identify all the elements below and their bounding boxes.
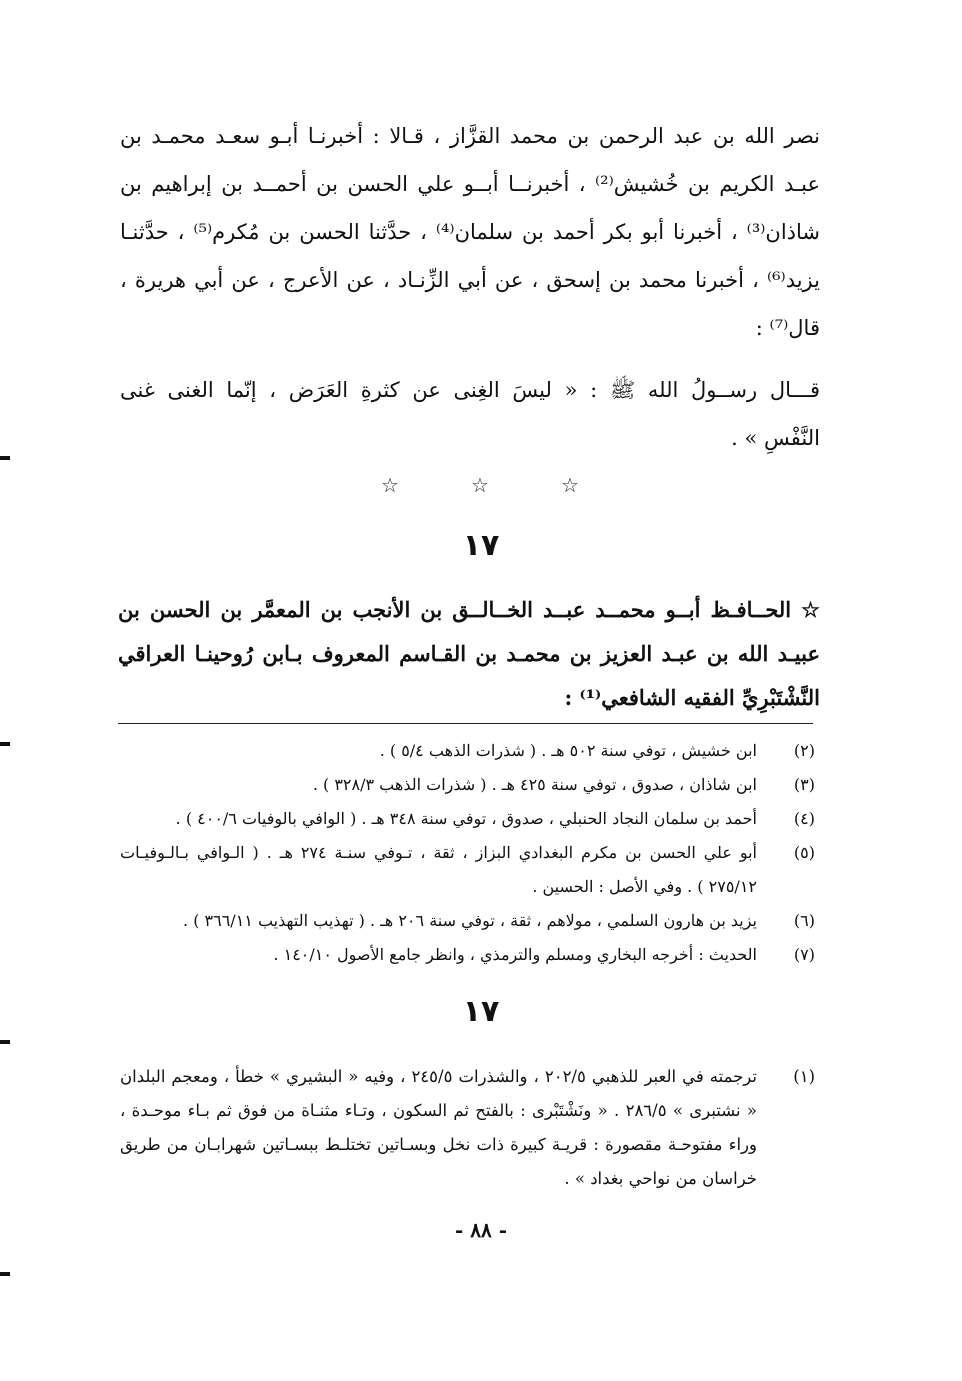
star-icon: ☆ [471,473,489,497]
footnote-number: (٥) [793,843,815,862]
footnote-text: ٢٧٥/١٢ ) . وفي الأصل : الحسين . [532,877,757,896]
footnotes-block [120,1060,815,1196]
main-text-line: يزيد⁽⁶⁾ ، أخبرنا محمد بن إسحق ، عن أبي الزِّنـاد ، عن الأعرج ، عن أبي هريرة ، [120,268,820,292]
footnote-text: يزيد بن هارون السلمي ، مولاهم ، ثقة ، توفي سنة ٢٠٦ هـ . ( تهذيب التهذيب ٣٦٦/١١ ) . [183,911,757,930]
scan-edge-mark [0,456,10,460]
heading-line: النَّشْتَبْرِيِّ الفقيه الشافعي⁽¹⁾ : [564,685,820,710]
footnote [120,1060,815,1196]
heading-line: ☆ الحــافـظ أبــو محمــد عبــد الخــالــق بن الأنجب بن المعمَّر بن الحسن بن [118,597,820,622]
main-text-line: عبـد الكريم بن خُشيش⁽²⁾ ، أخبرنــا أبــو علي الحسن بن أحمــد بن إبراهيم بن [120,172,820,196]
main-text-line: نصر الله بن عبد الرحمن بن محمد القزَّاز ، قـالا : أخبرنـا أبـو سعـد محمـد بن [120,124,820,148]
footnote [120,938,815,972]
footnote-text: أبو علي الحسن بن مكرم البغدادي البزاز ، ثقة ، تـوفي سنـة ٢٧٤ هـ . ( الـوافي بـالـوفيـات [120,843,757,862]
footnote-number: (٧) [793,945,815,964]
footnote [120,904,815,938]
footnote-number: (٤) [793,809,815,828]
heading-line: عبيـد الله بن عبـد العزيز بن محمـد بن القـاسم المعروف بـابن رُوحينـا العراقي [118,641,820,666]
hadith-line: النَّفْسِ » . [731,426,820,450]
hadith-line: قـــال رســولُ الله ﷺ : « ليسَ الغِنى عن كثرةِ العَرَض ، إنّما الغنى غنى [120,378,820,402]
main-text-line: شاذان⁽³⁾ ، أخبرنا أبو بكر أحمد بن سلمان⁽⁴⁾ ، حدَّثنا الحسن بن مُكرم⁽⁵⁾ ، حدَّثنـا [120,220,820,244]
footnote-number: (٣) [793,775,815,794]
footnote-text: ابن شاذان ، صدوق ، توفي سنة ٤٢٥ هـ . ( شذرات الذهب ٣٢٨/٣ ) . [312,775,757,794]
footnote-separator [118,723,813,724]
footnote [120,734,815,768]
scan-edge-mark [0,1040,10,1044]
footnote-text: ترجمته في العبر للذهبي ٢٠٢/٥ ، والشذرات ٢٤٥/٥ ، وفيه « البشيري » خطأ ، ومعجم البلدان [120,1067,757,1086]
scan-edge-mark [0,742,10,746]
biography-heading [118,588,820,720]
footnote-number: (٢) [793,741,815,760]
page-number: - ٨٨ - [454,1218,507,1242]
footnote-text: ابن خشيش ، توفي سنة ٥٠٢ هـ . ( شذرات الذهب ٥/٤ ) . [379,741,757,760]
footnote-text: وراء مفتوحـة مقصورة : قريـة كبيرة ذات نخل وبسـاتين تختلـط ببسـاتين شهرابـان من طريق [120,1135,757,1154]
section-divider-stars [360,470,600,500]
footnote [120,802,815,836]
footnote-text: الحديث : أخرجه البخاري ومسلم والترمذي ، وانظر جامع الأصول ١٤٠/١٠ . [273,945,757,964]
main-text-block [120,112,820,462]
section-number: ١٧ [462,528,500,563]
scan-edge-mark [0,1272,10,1276]
footnote-number: (٦) [793,911,815,930]
footnotes-block [120,734,815,972]
star-icon: ☆ [561,473,579,497]
footnote [120,768,815,802]
star-icon: ☆ [381,473,399,497]
footnote-number: (١) [793,1067,815,1086]
footnote [120,836,815,904]
main-text-line: قال⁽⁷⁾ : [755,316,820,340]
footnote-text: أحمد بن سلمان النجاد الحنبلي ، صدوق ، توفي سنة ٣٤٨ هـ . ( الوافي بالوفيات ٤٠٠/٦ ) . [175,809,757,828]
footnote-text: « نشتبرى » ٢٨٦/٥ . « ونَشْتَبْرى : بالفتح ثم السكون ، وتـاء مثنـاة من فوق ثم بـاء موحـدة ، [120,1101,757,1120]
footnote-text: خراسان من نواحي بغداد » . [564,1169,757,1188]
section-number: ١٧ [462,994,500,1029]
